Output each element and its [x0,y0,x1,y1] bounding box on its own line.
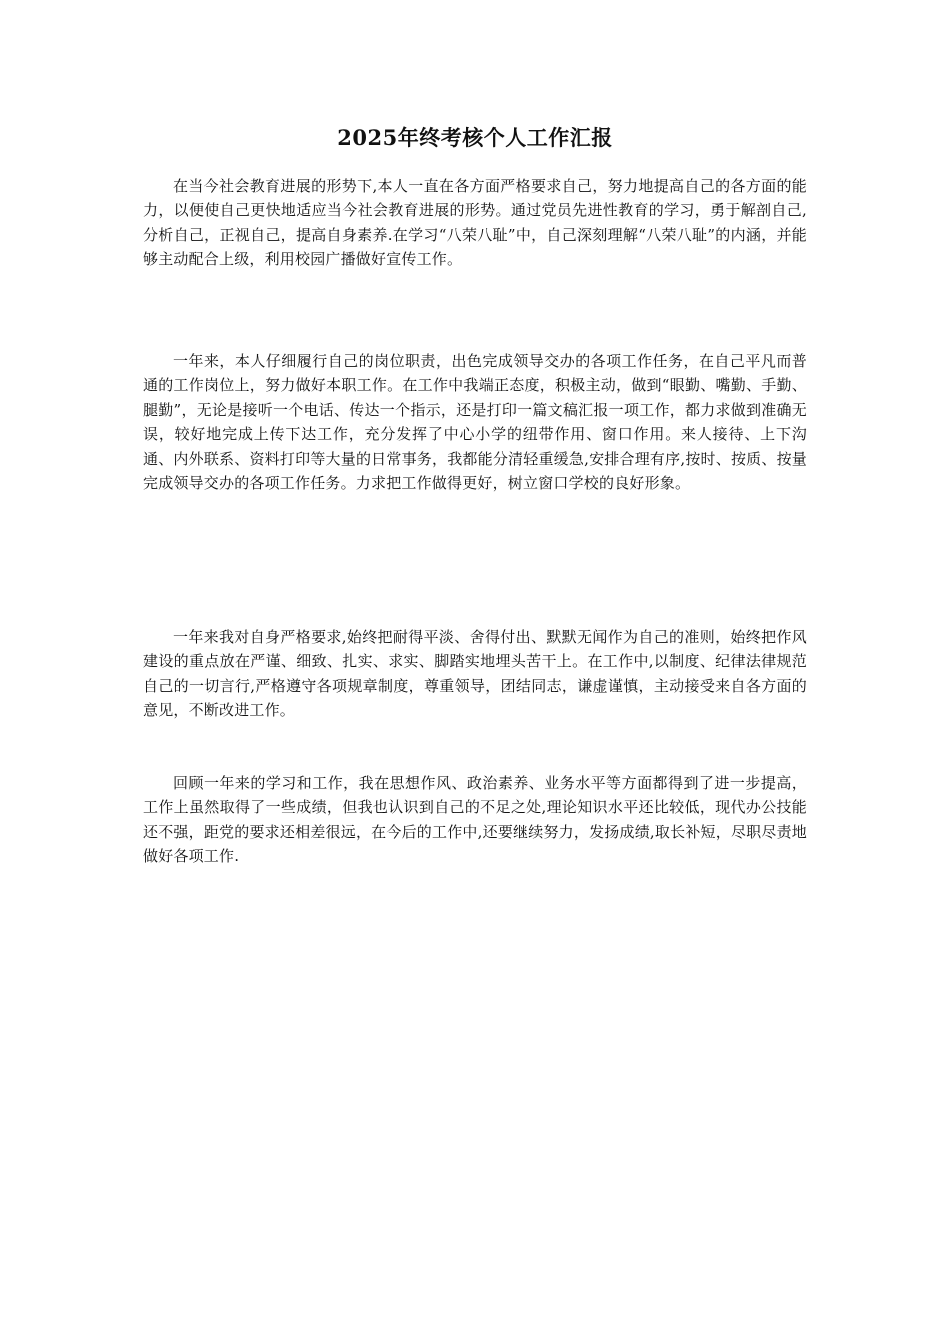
document-title: 2025年终考核个人工作汇报 [337,125,613,150]
paragraph-3: 一年来我对自身严格要求,始终把耐得平淡、舍得付出、默默无闻作为自己的准则，始终把作风建设的重点放在严谨、细致、扎实、求实、脚踏实地埋头苦干上。在工作中,以制度、纪律法律规范自己的一切言行,严格遵守各项规章制度，尊重领导，团结同志，谦虚谨慎，主动接受来自各方面的意见，不断改进工作。 [143,628,807,720]
paragraph-2: 一年来，本人仔细履行自己的岗位职责，出色完成领导交办的各项工作任务，在自己平凡而普通的工作岗位上，努力做好本职工作。在工作中我端正态度，积极主动，做到“眼勤、嘴勤、手勤、腿勤”，无论是接听一个电话、传达一个指示，还是打印一篇文稿汇报一项工作，都力求做到准确无误，较好地完成上传下达工作，充分发挥了中心小学的纽带作用、窗口作用。来人接待、上下沟通、内外联系、资料打印等大量的日常事务，我都能分清轻重缓急,安排合理有序,按时、按质、按量完成领导交办的各项工作任务。力求把工作做得更好，树立窗口学校的良好形象。 [143,352,807,493]
paragraph-1: 在当今社会教育进展的形势下,本人一直在各方面严格要求自己，努力地提高自己的各方面的能力，以便使自己更快地适应当今社会教育进展的形势。通过党员先进性教育的学习，勇于解剖自己,分析自己，正视自己，提高自身素养.在学习“八荣八耻”中，自己深刻理解“八荣八耻”的内涵，并能够主动配合上级，利用校园广播做好宣传工作。 [143,177,807,269]
paragraph-4: 回顾一年来的学习和工作，我在思想作风、政治素养、业务水平等方面都得到了进一步提高，工作上虽然取得了一些成绩，但我也认识到自己的不足之处,理论知识水平还比较低，现代办公技能还不强，距党的要求还相差很远，在今后的工作中,还要继续努力，发扬成绩,取长补短，尽职尽责地做好各项工作. [143,774,807,866]
